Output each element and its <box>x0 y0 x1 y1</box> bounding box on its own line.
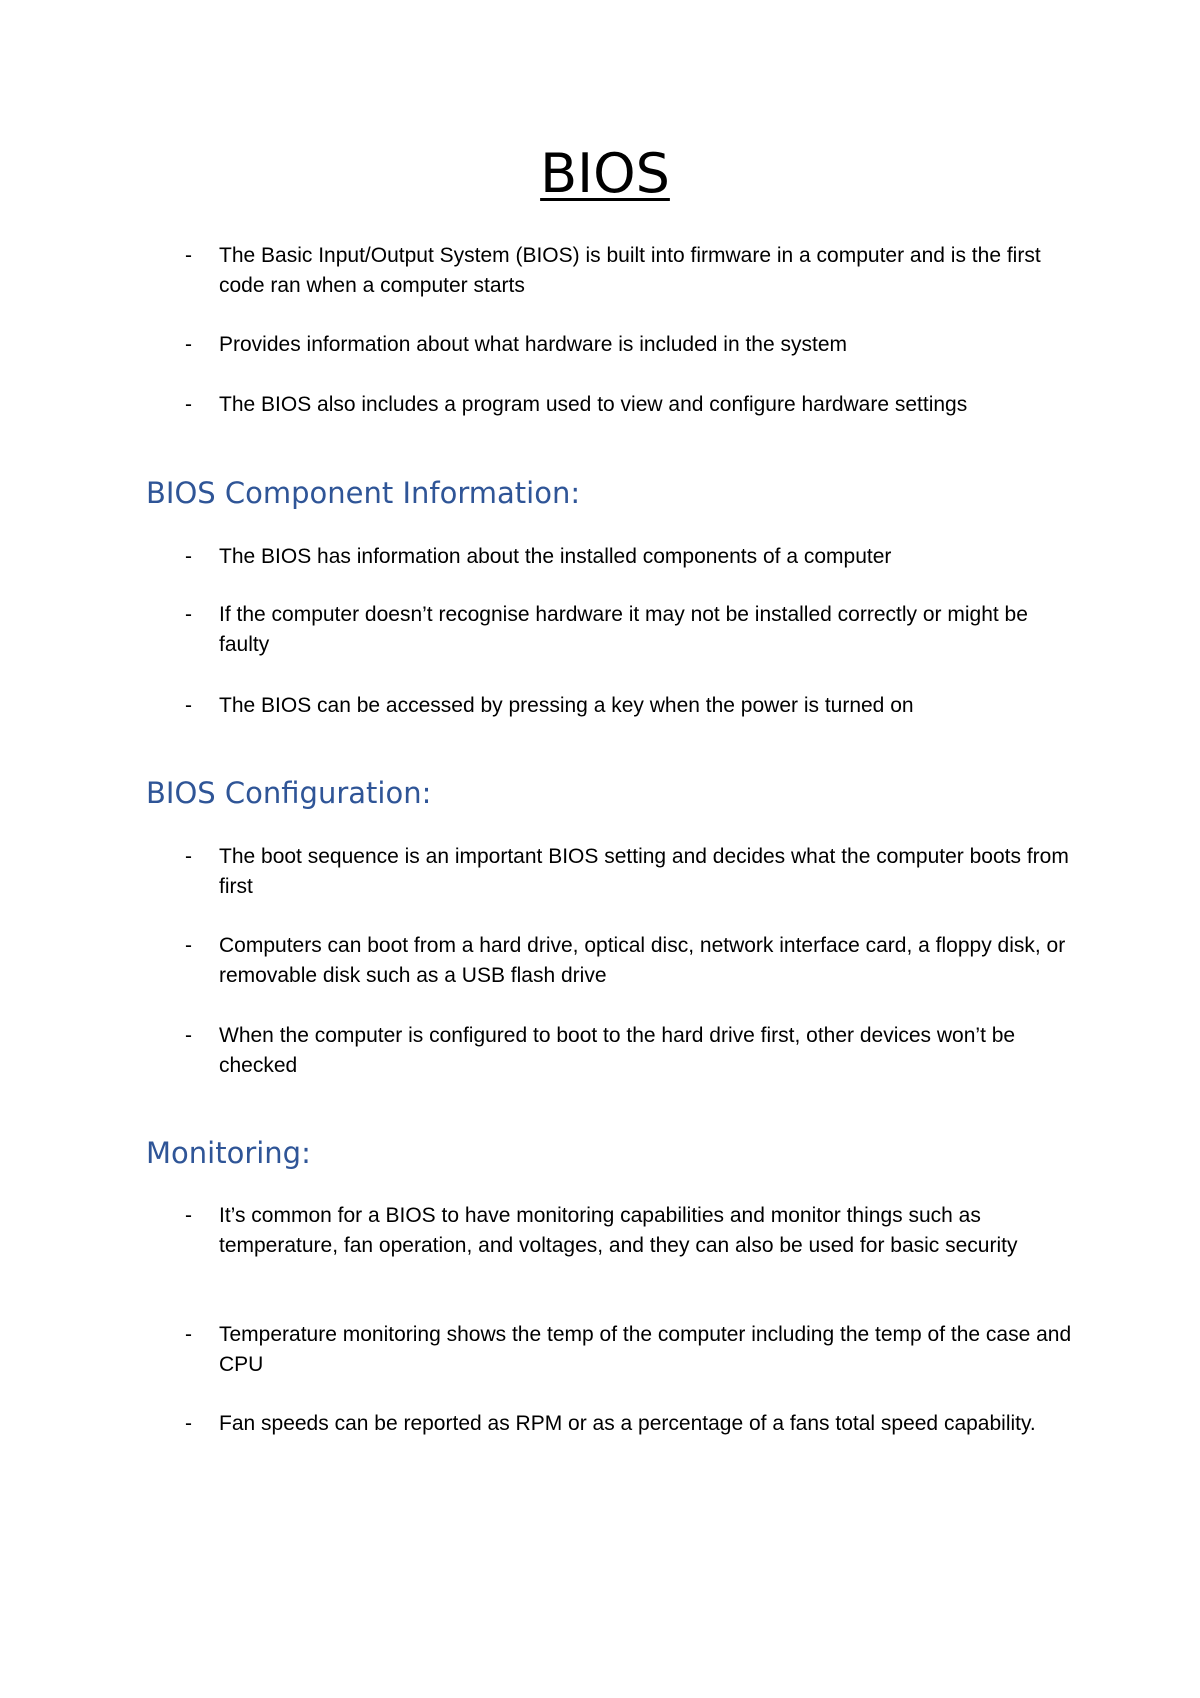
bullet-text: The boot sequence is an important BIOS setting and decides what the computer boots from first <box>219 845 1069 898</box>
bullet-dash: - <box>185 1204 192 1227</box>
bullet-dash: - <box>185 1412 192 1435</box>
bullet-dash: - <box>185 244 192 267</box>
bullet-text: The BIOS can be accessed by pressing a key when the power is turned on <box>219 694 914 717</box>
bullet-dash: - <box>185 1024 192 1047</box>
bullet-text: Fan speeds can be reported as RPM or as a percentage of a fans total speed capability. <box>219 1412 1036 1435</box>
bullet-dash: - <box>185 1323 192 1346</box>
bullet-text: The BIOS also includes a program used to view and configure hardware settings <box>219 393 968 416</box>
bullet-dash: - <box>185 603 192 626</box>
bullet-text: If the computer doesn’t recognise hardware it may not be installed correctly or might be faulty <box>219 603 1028 656</box>
section-heading: BIOS Configuration: <box>146 776 432 810</box>
section-heading: BIOS Component Information: <box>146 476 581 510</box>
bullet-dash: - <box>185 694 192 717</box>
bullet-dash: - <box>185 393 192 416</box>
section-heading: Monitoring: <box>146 1136 311 1170</box>
bullet-text: The BIOS has information about the installed components of a computer <box>219 545 892 568</box>
bullet-dash: - <box>185 545 192 568</box>
bullet-dash: - <box>185 333 192 356</box>
bullet-text: Computers can boot from a hard drive, optical disc, network interface card, a floppy disk, or removable disk such as a USB flash drive <box>219 934 1066 987</box>
document-title: BIOS <box>540 142 670 205</box>
bullet-dash: - <box>185 934 192 957</box>
bullet-text: It’s common for a BIOS to have monitoring capabilities and monitor things such as temperature, fan operation, and voltages, and they can also be used for basic security <box>219 1204 1018 1257</box>
bullet-text: Temperature monitoring shows the temp of the computer including the temp of the case and CPU <box>219 1323 1072 1376</box>
bullet-text: Provides information about what hardware is included in the system <box>219 333 847 356</box>
bullet-text: The Basic Input/Output System (BIOS) is built into firmware in a computer and is the first code ran when a computer starts <box>219 244 1041 297</box>
bullet-dash: - <box>185 845 192 868</box>
bullet-text: When the computer is configured to boot to the hard drive first, other devices won’t be checked <box>219 1024 1016 1077</box>
